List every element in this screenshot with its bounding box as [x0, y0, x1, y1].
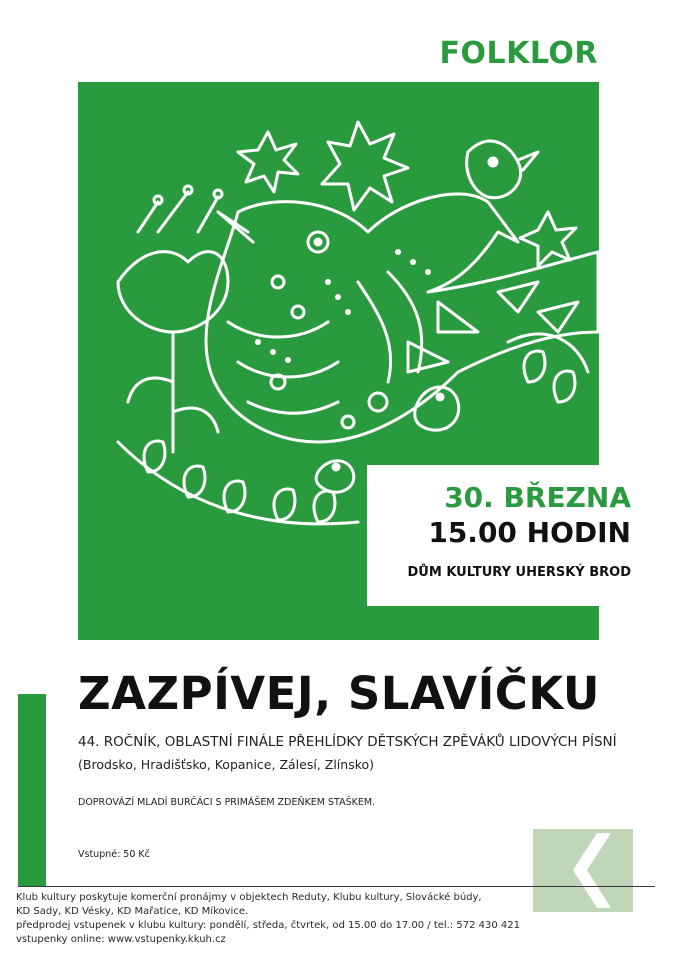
event-date: 30. BŘEZNA [444, 481, 631, 514]
event-regions: (Brodsko, Hradišťsko, Kopanice, Zálesí, Zlínsko) [78, 757, 375, 772]
footer-line: předprodej vstupenek v klubu kultury: pondělí, středa, čtvrtek, od 15.00 do 17.00 / tel.: 572 430 421 [16, 920, 521, 931]
small-bird-icon [467, 141, 538, 198]
footer-divider [18, 886, 655, 887]
event-info-box [367, 465, 641, 606]
flower-ornament-icon [118, 186, 228, 452]
event-time: 15.00 HODIN [428, 516, 631, 549]
footer-line: KD Sady, KD Vésky, KD Mařatice, KD Míkovice. [16, 906, 249, 917]
star-ornament-icon [238, 122, 576, 266]
category-heading: FOLKLOR [439, 36, 598, 71]
nightingale-body-icon [206, 194, 598, 442]
footer-line: vstupenky online: www.vstupenky.kkuh.cz [16, 934, 226, 945]
event-subtitle: 44. ROČNÍK, OBLASTNÍ FINÁLE PŘEHLÍDKY DĚTSKÝCH ZPĚVÁKŮ LIDOVÝCH PÍSNÍ [78, 734, 617, 750]
accent-bar [18, 694, 46, 886]
entry-fee: Vstupné: 50 Kč [78, 849, 150, 860]
accompaniment-note: DOPROVÁZÍ MLADÍ BURČÁCI S PRIMÁŠEM ZDEŇKEM STAŠKEM. [78, 797, 376, 808]
event-venue: DŮM KULTURY UHERSKÝ BROD [407, 565, 631, 580]
footer-line: Klub kultury poskytuje komerční pronájmy v objektech Reduty, Klubu kultury, Slovácké búdy, [16, 892, 482, 903]
event-title: ZAZPÍVEJ, SLAVÍČKU [78, 667, 600, 720]
chevron-left-logo-icon [533, 829, 633, 912]
